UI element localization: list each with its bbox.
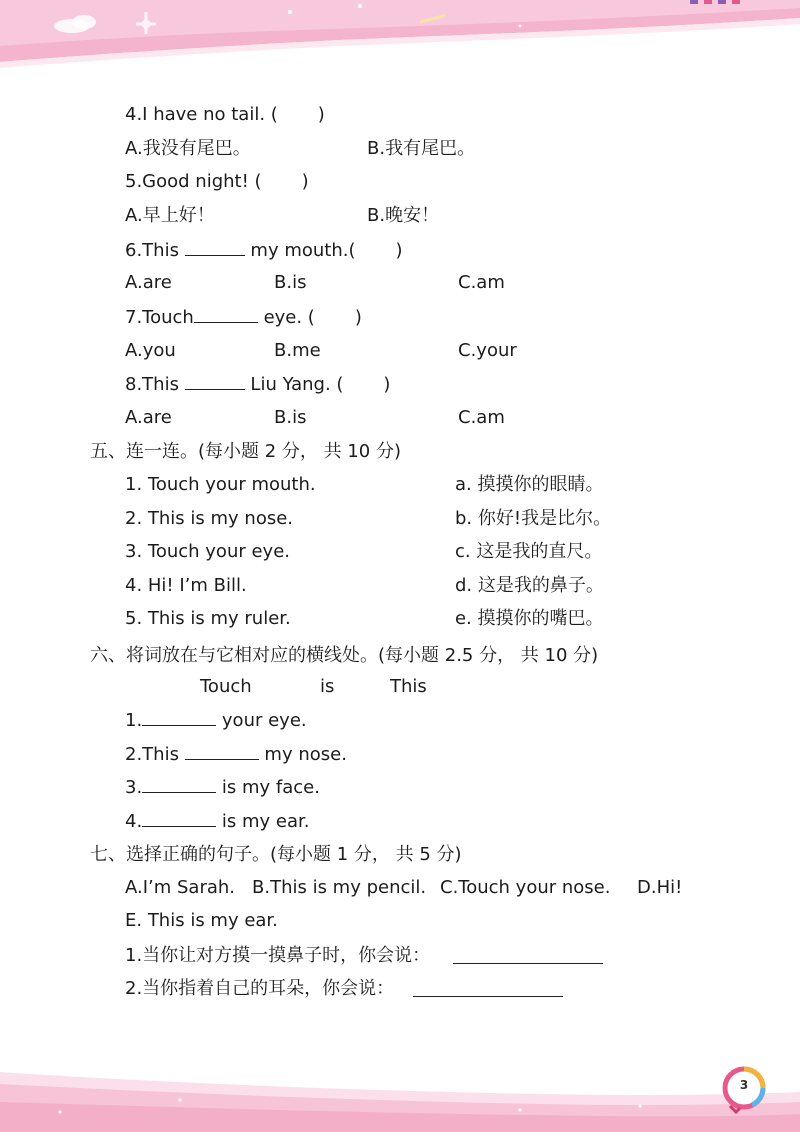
answer-blank[interactable]: [142, 709, 216, 726]
match-right-item: d. 这是我的鼻子。: [455, 575, 604, 596]
top-decorative-banner: [0, 0, 800, 80]
question-6: 6.This my mouth.( ): [125, 240, 403, 261]
answer-line[interactable]: [453, 963, 603, 964]
q8-option-c: C.am: [458, 407, 505, 428]
section-7-title: 七、选择正确的句子。(每小题 1 分， 共 5 分): [90, 844, 462, 865]
match-right-item: b. 你好!我是比尔。: [455, 508, 612, 529]
question-4: 4.I have no tail. ( ): [125, 104, 325, 125]
word-bank-word: Touch: [200, 676, 252, 697]
fill-item-4: 4. is my ear.: [125, 811, 310, 832]
answer-blank[interactable]: [185, 373, 245, 390]
answer-blank[interactable]: [142, 810, 216, 827]
q7-option-a: A.you: [125, 340, 176, 361]
page-number: 3: [739, 1078, 749, 1092]
sentence-option: D.Hi!: [637, 877, 683, 898]
answer-blank[interactable]: [142, 776, 216, 793]
question-8: 8.This Liu Yang. ( ): [125, 374, 391, 395]
word-bank-word: This: [390, 676, 427, 697]
q7-option-b: B.me: [274, 340, 321, 361]
fill-item-2: 2.This my nose.: [125, 744, 347, 765]
q5-option-a: A.早上好！: [125, 205, 215, 226]
answer-blank[interactable]: [185, 743, 259, 760]
section-5-title: 五、连一连。(每小题 2 分， 共 10 分): [90, 441, 402, 462]
answer-blank[interactable]: [194, 306, 258, 323]
q7-option-c: C.your: [458, 340, 517, 361]
match-left-item: 4. Hi! I’m Bill.: [125, 575, 247, 596]
situation-question-1: 1.当你让对方摸一摸鼻子时，你会说：: [125, 945, 431, 966]
question-5: 5.Good night! ( ): [125, 171, 309, 192]
sentence-option: A.I’m Sarah.: [125, 877, 236, 898]
match-left-item: 5. This is my ruler.: [125, 608, 291, 629]
section-6-title: 六、将词放在与它相对应的横线处。(每小题 2.5 分， 共 10 分): [90, 645, 599, 666]
q4-option-a: A.我没有尾巴。: [125, 138, 251, 159]
fill-item-1: 1. your eye.: [125, 710, 307, 731]
match-left-item: 3. Touch your eye.: [125, 541, 290, 562]
match-right-item: e. 摸摸你的嘴巴。: [455, 608, 604, 629]
sentence-option: E. This is my ear.: [125, 910, 278, 931]
sentence-option: C.Touch your nose.: [440, 877, 611, 898]
q6-option-a: A.are: [125, 272, 172, 293]
question-7: 7.Touch eye. ( ): [125, 307, 362, 328]
q6-option-c: C.am: [458, 272, 505, 293]
fill-item-3: 3. is my face.: [125, 777, 320, 798]
bottom-decorative-banner: [0, 1062, 800, 1132]
answer-blank[interactable]: [185, 239, 245, 256]
answer-line[interactable]: [413, 996, 563, 997]
q6-option-b: B.is: [274, 272, 307, 293]
q8-option-b: B.is: [274, 407, 307, 428]
word-bank-word: is: [320, 676, 335, 697]
q4-option-b: B.我有尾巴。: [367, 138, 476, 159]
situation-question-2: 2.当你指着自己的耳朵，你会说：: [125, 978, 395, 999]
match-left-item: 1. Touch your mouth.: [125, 474, 316, 495]
match-right-item: c. 这是我的直尺。: [455, 541, 603, 562]
q5-option-b: B.晚安！: [367, 205, 440, 226]
match-left-item: 2. This is my nose.: [125, 508, 294, 529]
match-right-item: a. 摸摸你的眼睛。: [455, 474, 604, 495]
sentence-option: B.This is my pencil.: [252, 877, 427, 898]
q8-option-a: A.are: [125, 407, 172, 428]
